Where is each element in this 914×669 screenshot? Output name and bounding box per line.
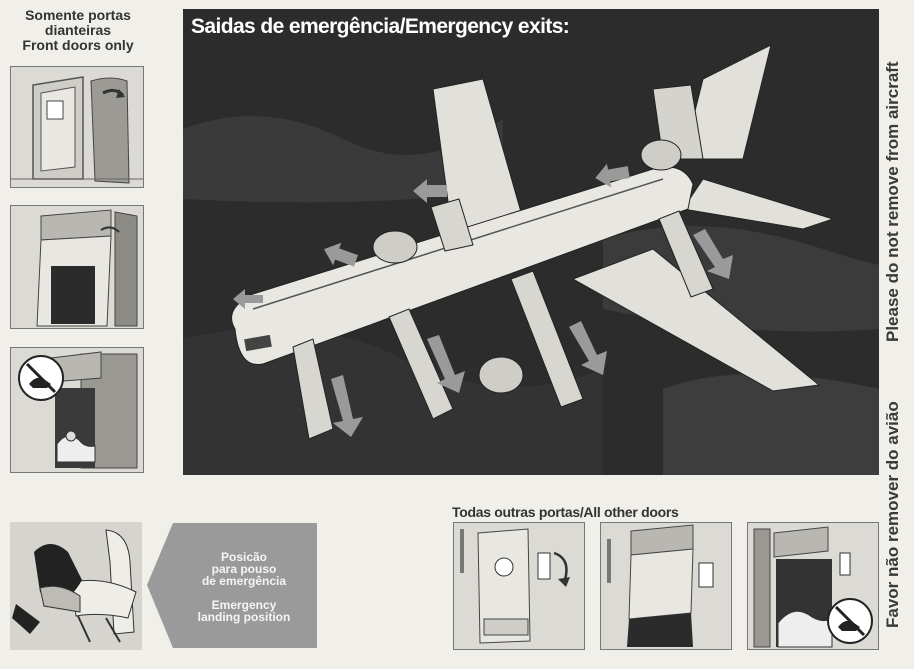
- do-not-remove-notice-pt: Favor não remover do avião: [883, 401, 902, 628]
- door-closed-icon: [11, 67, 143, 187]
- landing-position-en-1: Emergency: [211, 598, 277, 612]
- aircraft-evacuation-illustration: [183, 9, 879, 475]
- landing-position-pt-2: para pouso: [211, 562, 277, 576]
- door-push-out-icon: [601, 523, 731, 649]
- front-doors-label: [8, 8, 148, 53]
- no-high-heels-icon: [826, 597, 874, 645]
- brace-position-illustration: [10, 522, 142, 650]
- front-doors-label-en: Front doors only: [22, 37, 134, 53]
- door-opening-icon: [11, 206, 143, 328]
- front-door-step-1-illustration: [10, 66, 144, 188]
- front-doors-label-pt-1: Somente portas: [25, 7, 131, 23]
- other-door-step-2-illustration: [600, 522, 732, 650]
- landing-position-en: [171, 599, 317, 623]
- do-not-remove-notice-en: Please do not remove from aircraft: [883, 61, 902, 342]
- landing-position-pt: [171, 551, 317, 587]
- brace-position-figure-icon: [10, 522, 142, 650]
- emergency-exits-panel: [183, 9, 879, 475]
- landing-position-pt-1: Posicão: [220, 550, 268, 564]
- other-door-step-3-illustration: [747, 522, 879, 650]
- other-doors-label: Todas outras portas/All other doors: [452, 504, 679, 520]
- front-door-step-2-illustration: [10, 205, 144, 329]
- front-doors-label-pt-2: dianteiras: [44, 22, 112, 38]
- emergency-exits-title: Saidas de emergência/Emergency exits:: [191, 15, 570, 38]
- other-door-step-1-illustration: [453, 522, 585, 650]
- front-door-step-3-illustration: [10, 347, 144, 473]
- no-high-heels-icon: [17, 354, 65, 402]
- landing-position-en-2: landing position: [197, 610, 291, 624]
- landing-position-pt-3: de emergência: [201, 574, 287, 588]
- landing-position-box: [147, 523, 317, 648]
- door-handle-lift-icon: [454, 523, 584, 649]
